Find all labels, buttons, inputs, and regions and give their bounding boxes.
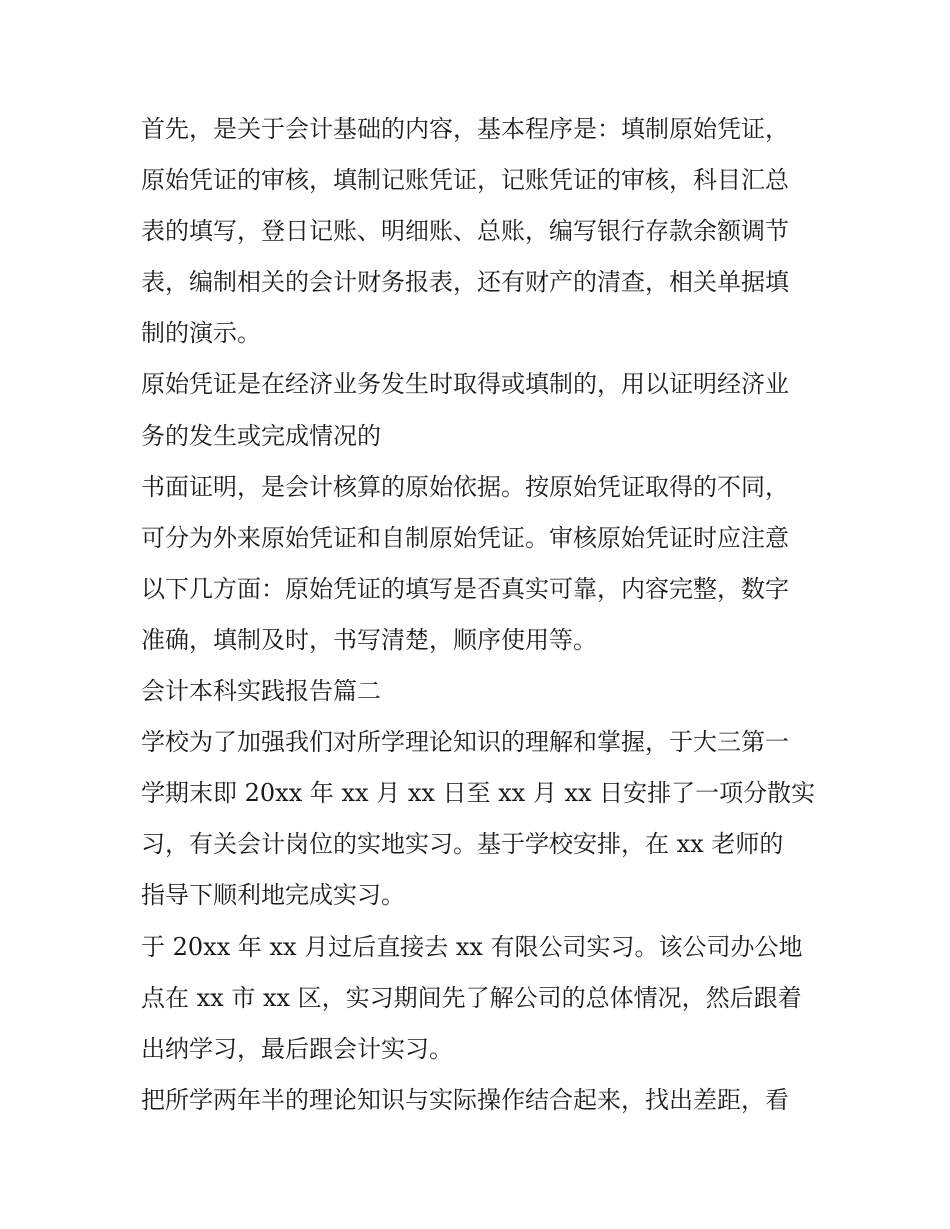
text-line: 准确，填制及时，书写清楚，顺序使用等。	[141, 625, 597, 654]
text-line: 出纳学习，最后跟会计实习。	[141, 1034, 453, 1063]
text-line: 书面证明，是会计核算的原始依据。按原始凭证取得的不同，	[141, 472, 789, 501]
text-line: 学校为了加强我们对所学理论知识的理解和掌握，于大三第一	[141, 728, 789, 757]
text-line: 指导下顺利地完成实习。	[141, 881, 405, 910]
text-line: 务的发生或完成情况的	[141, 421, 381, 450]
text-line: 学期末即 20xx 年 xx 月 xx 日至 xx 月 xx 日安排了一项分散实	[141, 779, 816, 808]
text-line: 原始凭证的审核，填制记账凭证，记账凭证的审核，科目汇总	[141, 166, 789, 195]
text-line: 习，有关会计岗位的实地实习。基于学校安排，在 xx 老师的	[141, 830, 784, 859]
text-line: 于 20xx 年 xx 月过后直接去 xx 有限公司实习。该公司办公地	[141, 932, 803, 961]
text-line: 表的填写，登日记账、明细账、总账，编写银行存款余额调节	[141, 217, 789, 246]
text-line: 首先，是关于会计基础的内容，基本程序是：填制原始凭证，	[141, 115, 789, 143]
text-line: 原始凭证是在经济业务发生时取得或填制的，用以证明经济业	[141, 370, 789, 399]
body-text	[141, 104, 821, 1126]
text-line: 表，编制相关的会计财务报表，还有财产的清查，相关单据填	[141, 268, 789, 297]
text-line: 把所学两年半的理论知识与实际操作结合起来，找出差距，看	[141, 1085, 789, 1114]
text-line: 点在 xx 市 xx 区，实习期间先了解公司的总体情况，然后跟着	[141, 983, 802, 1012]
text-line: 制的演示。	[141, 319, 261, 348]
text-line: 可分为外来原始凭证和自制原始凭证。审核原始凭证时应注意	[141, 523, 789, 552]
section-heading: 会计本科实践报告篇二	[141, 677, 381, 706]
text-line: 以下几方面：原始凭证的填写是否真实可靠，内容完整，数字	[141, 574, 789, 603]
